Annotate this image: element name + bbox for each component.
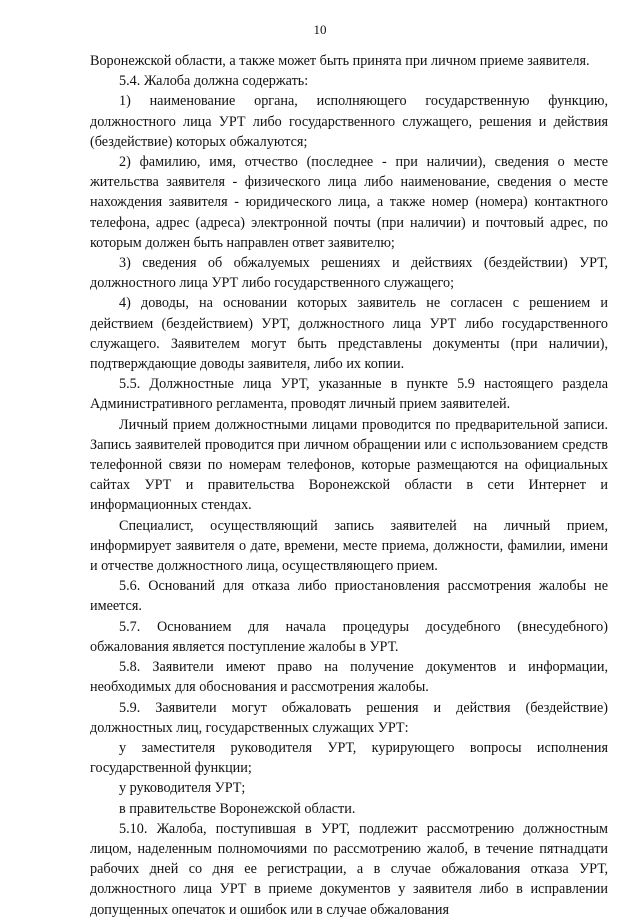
paragraph-5-9-item-head: у руководителя УРТ; bbox=[119, 780, 246, 797]
paragraph-5-4-item-1: 1) наименование органа, исполняющего государственную функцию, должностного лица УРТ либо государственного служащего, решения и действия (бездействие) которых обжалуются; bbox=[90, 93, 608, 150]
paragraph-5-8: 5.8. Заявители имеют право на получение документов и информации, необходимых для обоснования и рассмотрения жалобы. bbox=[90, 659, 608, 696]
paragraph-personal-reception: Личный прием должностными лицами проводится по предварительной записи. Запись заявителей проводится при личном обращении или с использованием средств телефонной связи по номерам телефонов, которые размещаются на официальных сайтах УРТ и правительства Воронежской области в сети Интернет и информационных стендах. bbox=[90, 416, 608, 514]
paragraph-5-9-item-government: в правительстве Воронежской области. bbox=[119, 800, 356, 817]
page-number: 10 bbox=[313, 22, 327, 37]
paragraph-5-9: 5.9. Заявители могут обжаловать решения и действия (бездействие) должностных лиц, государственных служащих УРТ: bbox=[90, 699, 608, 736]
paragraph-5-6: 5.6. Оснований для отказа либо приостановления рассмотрения жалобы не имеется. bbox=[90, 578, 608, 615]
paragraph-5-4-item-2: 2) фамилию, имя, отчество (последнее - при наличии), сведения о месте жительства заявителя - физического лица либо наименование, сведения о месте нахождения заявителя - юридического лица, а также номер (номера) контактного телефона, адрес (адреса) электронной почты (при наличии) и почтовый адрес, по которым должен быть направлен ответ заявителю; bbox=[90, 154, 608, 251]
paragraph-5-5: 5.5. Должностные лица УРТ, указанные в пункте 5.9 настоящего раздела Административного регламента, проводят личный прием заявителей. bbox=[90, 376, 608, 413]
document-body bbox=[90, 51, 608, 920]
paragraph-continuation: Воронежской области, а также может быть принята при личном приеме заявителя. bbox=[90, 53, 590, 69]
paragraph-5-9-item-deputy: у заместителя руководителя УРТ, курирующего вопросы исполнения государственной функции; bbox=[90, 739, 608, 777]
paragraph-5-4-item-4: 4) доводы, на основании которых заявитель не согласен с решением и действием (бездействием) УРТ, должностного лица УРТ либо государственного служащего. Заявителем могут быть представлены документы (при наличии), подтверждающие доводы заявителя, либо их копии. bbox=[90, 295, 608, 373]
paragraph-5-4-item-3: 3) сведения об обжалуемых решениях и действиях (бездействии) УРТ, должностного лица УРТ либо государственного служащего; bbox=[90, 255, 608, 292]
paragraph-5-7: 5.7. Основанием для начала процедуры досудебного (внесудебного) обжалования является поступление жалобы в УРТ. bbox=[90, 618, 608, 655]
paragraph-5-4-heading: 5.4. Жалоба должна содержать: bbox=[119, 73, 309, 90]
paragraph-5-10: 5.10. Жалоба, поступившая в УРТ, подлежит рассмотрению должностным лицом, наделенным полномочиями по рассмотрению жалоб, в течение пятнадцати рабочих дней со дня ее регистрации, а в случае обжалования отказа УРТ, должностного лица УРТ в приеме документов у заявителя либо в исправлении допущенных опечаток и ошибок или в случае обжалования bbox=[90, 820, 608, 918]
paragraph-specialist: Специалист, осуществляющий запись заявителей на личный прием, информирует заявителя о дате, времени, месте приема, должности, фамилии, имени и отчестве должностного лица, осуществляющего прием. bbox=[90, 517, 608, 575]
